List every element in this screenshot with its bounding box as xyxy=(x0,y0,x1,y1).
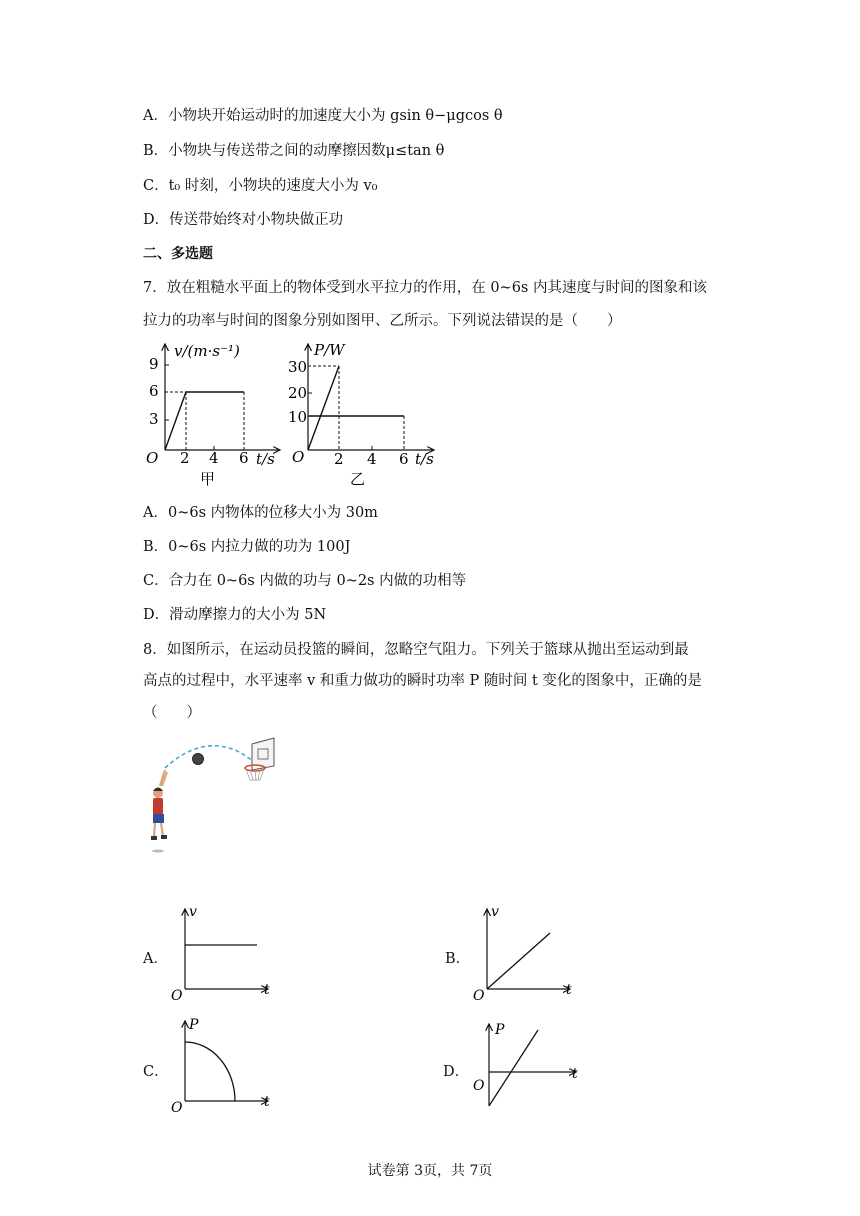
x-axis-label: t xyxy=(566,982,572,998)
origin-label: O xyxy=(473,988,485,1004)
q7-option-b: B．0~6s 内拉力做的功为 100J xyxy=(143,539,351,555)
q6-option-b: B．小物块与传送带之间的动摩擦因数μ≤tan θ xyxy=(143,143,445,159)
basketball-shot-illustration xyxy=(140,738,290,860)
q6-option-c: C．t₀ 时刻，小物块的速度大小为 v₀ xyxy=(143,178,378,194)
origin-label: O xyxy=(292,448,305,466)
x-axis-label: t/s xyxy=(415,450,434,468)
x-tick-2: 2 xyxy=(180,449,190,467)
x-axis-label: t xyxy=(264,1094,270,1110)
q8-option-b-label: B． xyxy=(445,951,471,967)
q8-option-c-label: C． xyxy=(143,1064,169,1080)
q6-option-d: D．传送带始终对小物块做正功 xyxy=(143,212,344,228)
x-tick-4: 4 xyxy=(209,449,219,467)
q7-option-c: C．合力在 0~6s 内做的功与 0~2s 内做的功相等 xyxy=(143,573,467,589)
q7-stem-line2: 拉力的功率与时间的图象分别如图甲、乙所示。下列说法错误的是（ ） xyxy=(143,313,622,329)
q7-option-d: D．滑动摩擦力的大小为 5N xyxy=(143,607,327,623)
origin-label: O xyxy=(171,988,183,1004)
player-icon xyxy=(151,770,167,853)
y-tick-6: 6 xyxy=(149,382,159,400)
power-ramp xyxy=(308,366,339,450)
y-tick-30: 30 xyxy=(288,358,308,376)
y-axis-label: v xyxy=(189,904,197,920)
ball-trajectory xyxy=(165,746,258,768)
q7-option-a: A．0~6s 内物体的位移大小为 30m xyxy=(143,505,378,521)
increasing-line xyxy=(487,933,550,989)
y-axis-label: v xyxy=(491,904,499,920)
x-tick-6: 6 xyxy=(239,449,249,467)
y-axis-label: v/(m·s⁻¹) xyxy=(174,342,240,360)
page-footer: 试卷第 3页，共 7页 xyxy=(367,1163,493,1179)
y-tick-9: 9 xyxy=(149,355,159,373)
y-tick-3: 3 xyxy=(149,410,159,428)
q7-stem-line1: 7．放在粗糙水平面上的物体受到水平拉力的作用，在 0~6s 内其速度与时间的图象和该 xyxy=(143,280,707,296)
caption-yi: 乙 xyxy=(350,470,366,488)
q8-graph-a xyxy=(168,903,280,1005)
q8-graph-b xyxy=(470,903,582,1005)
y-axis-label: P/W xyxy=(314,341,345,359)
y-axis-label: P xyxy=(495,1022,505,1038)
y-tick-20: 20 xyxy=(288,384,308,402)
origin-label: O xyxy=(171,1100,183,1116)
x-axis-label: t xyxy=(264,982,270,998)
graph-jia-velocity-time xyxy=(140,336,290,488)
q8-stem-line1: 8．如图所示，在运动员投篮的瞬间，忽略空气阻力。下列关于篮球从抛出至运动到最 xyxy=(143,642,689,658)
arc-curve xyxy=(185,1042,235,1101)
q8-graph-c xyxy=(168,1015,280,1117)
caption-jia: 甲 xyxy=(200,470,216,488)
x-tick-6: 6 xyxy=(399,450,409,468)
origin-label: O xyxy=(473,1078,485,1094)
graph-yi-power-time xyxy=(288,336,442,488)
q8-stem-line3: （ ） xyxy=(143,705,201,721)
q8-option-a-label: A． xyxy=(143,951,168,967)
x-axis-label: t/s xyxy=(256,450,275,468)
velocity-curve xyxy=(165,392,244,450)
basketball-icon xyxy=(193,754,204,765)
y-tick-10: 10 xyxy=(288,408,308,426)
q8-graph-d xyxy=(466,1018,586,1110)
q6-option-a: A．小物块开始运动时的加速度大小为 gsin θ−μgcos θ xyxy=(143,108,503,124)
origin-label: O xyxy=(146,449,159,467)
q8-option-d-label: D． xyxy=(443,1064,470,1080)
q8-stem-line2: 高点的过程中，水平速率 v 和重力做功的瞬时功率 P 随时间 t 变化的图象中，正确的是 xyxy=(143,673,702,689)
section-title: 二、多选题 xyxy=(143,246,213,262)
x-axis-label: t xyxy=(572,1066,578,1082)
x-tick-2: 2 xyxy=(334,450,344,468)
y-axis-label: P xyxy=(189,1017,199,1033)
linear-curve xyxy=(489,1030,538,1106)
x-tick-4: 4 xyxy=(367,450,377,468)
